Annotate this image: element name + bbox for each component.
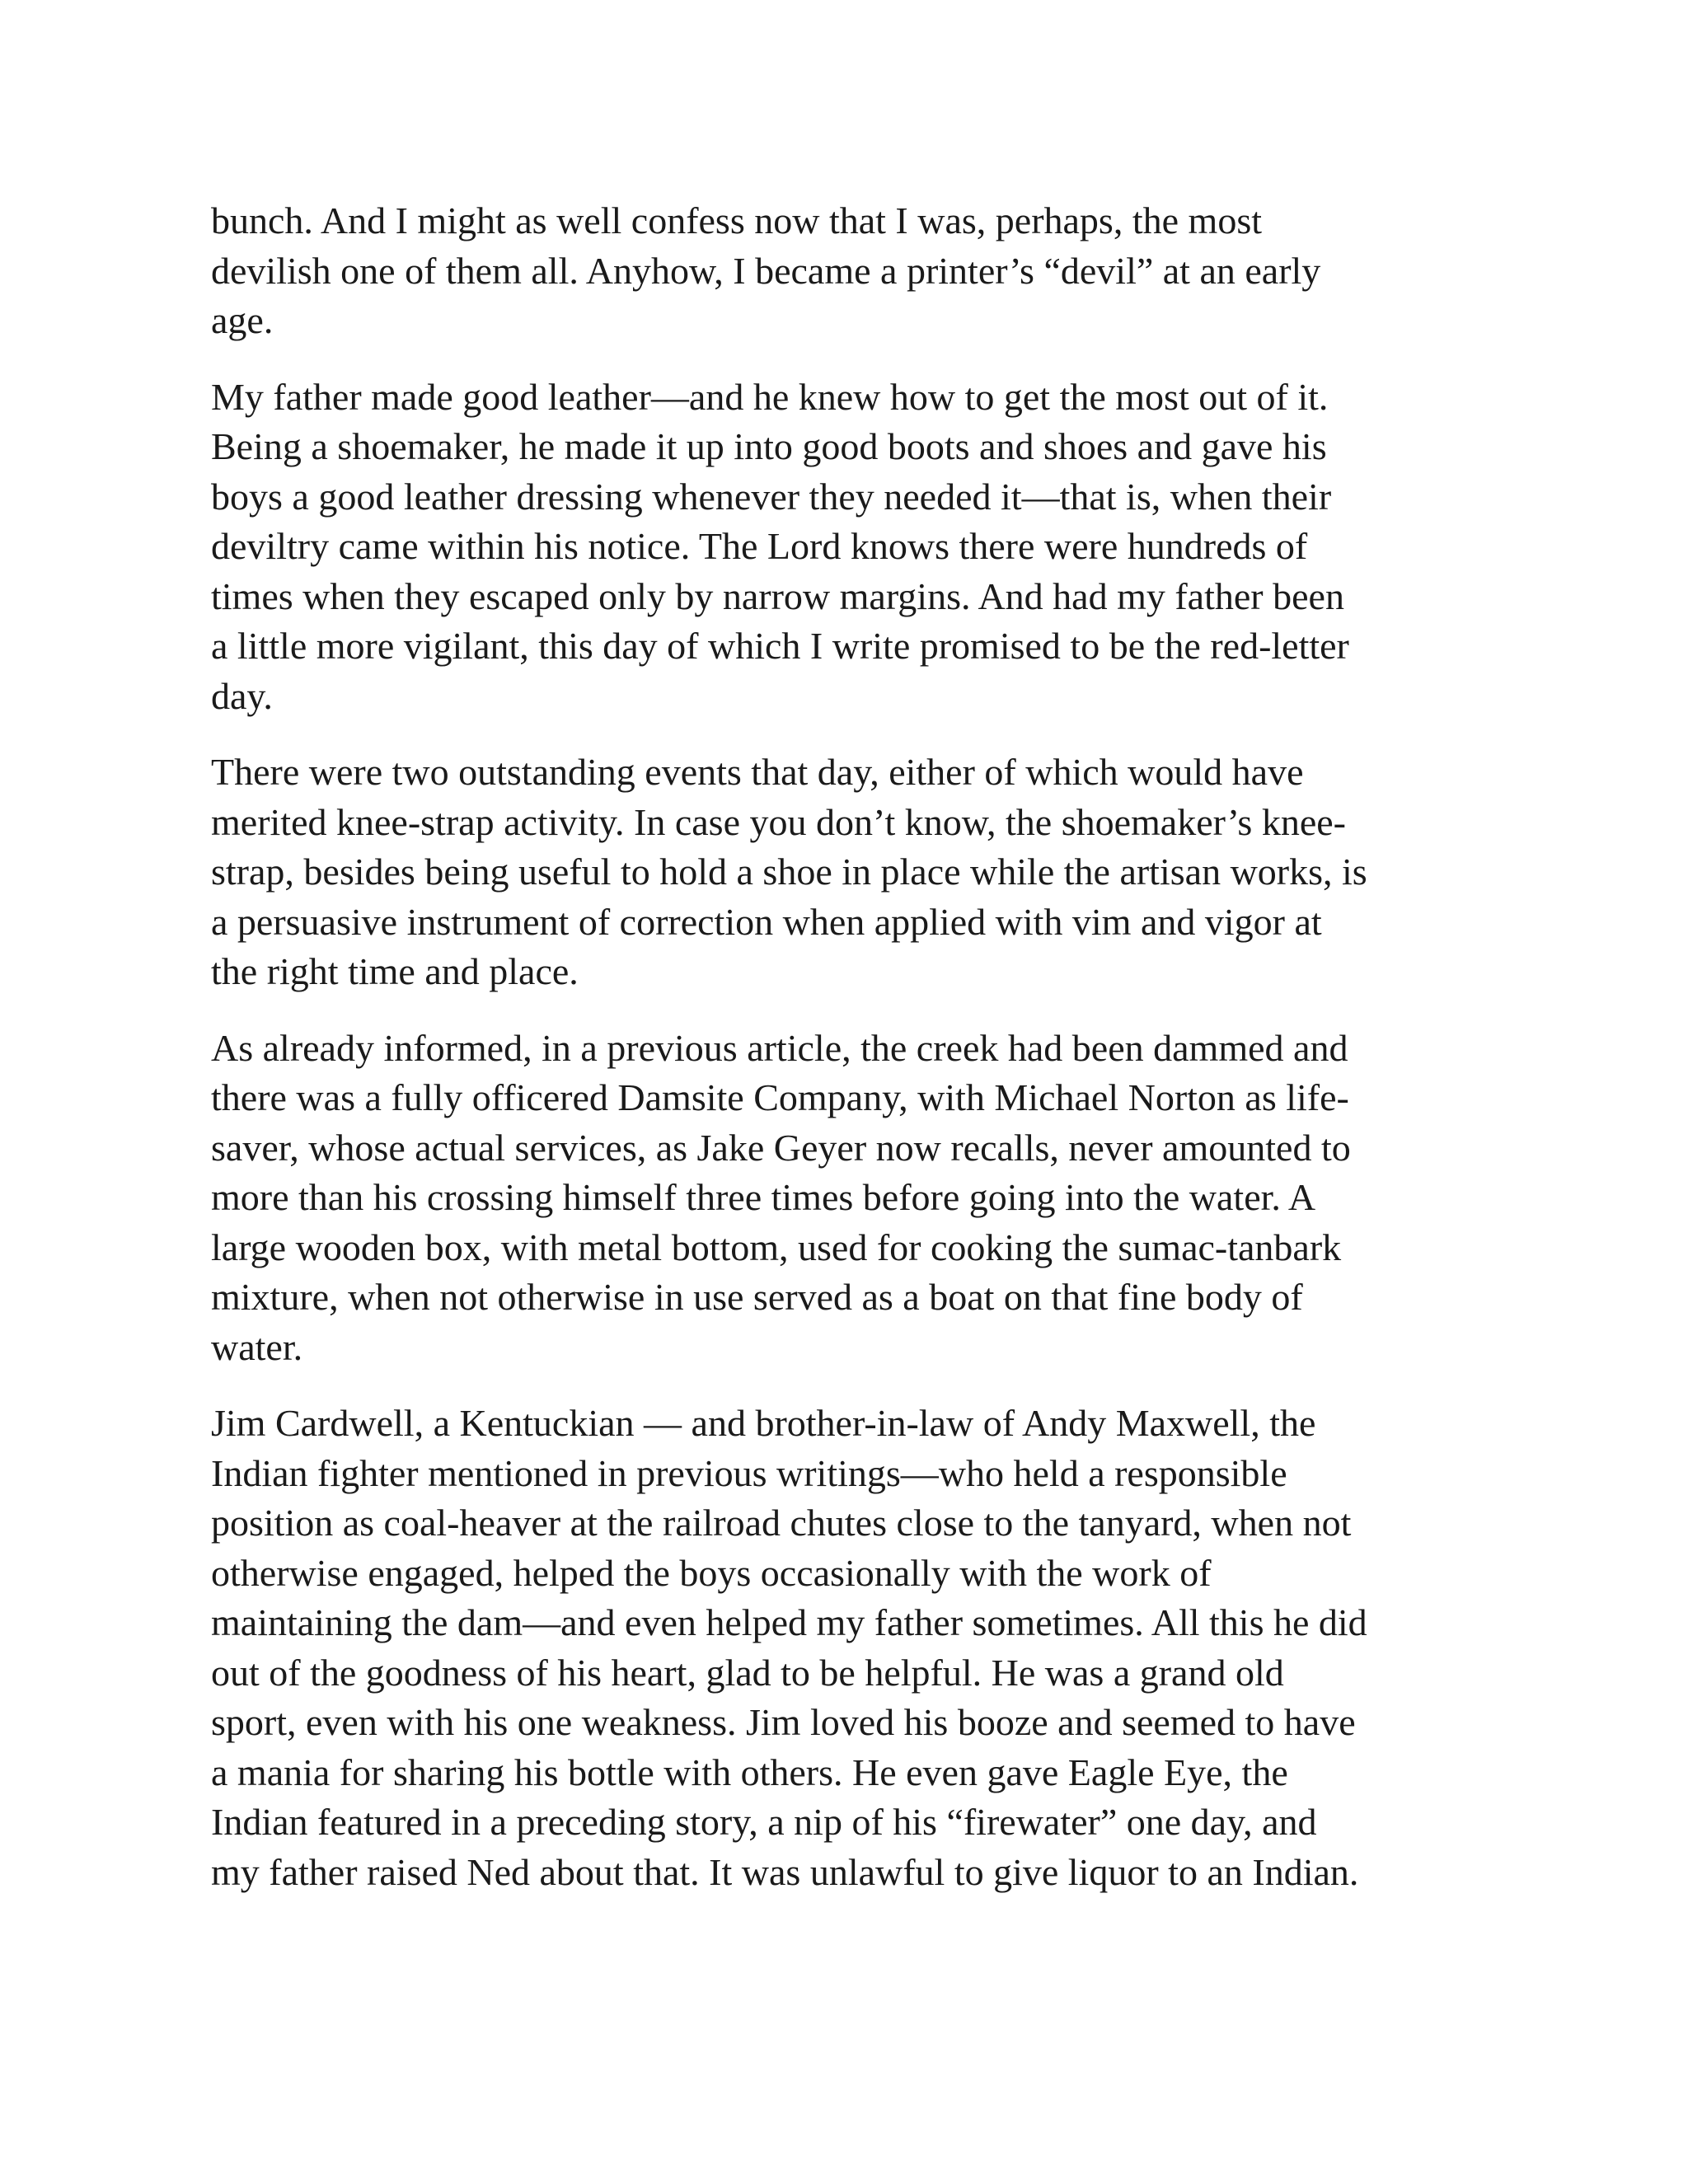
paragraph: Jim Cardwell, a Kentuckian — and brother-in-law of Andy Maxwell, the Indian fighter mentioned in previous writings—who held a responsible position as coal-heaver at the railroad chutes close to the tanyard, when not otherwise engaged, helped the boys occasionally with the work of maintaining the dam—and even helped my father sometimes. All this he did out of the goodness of his heart, glad to be helpful. He was a grand old sport, even with his one weakness. Jim loved his booze and seemed to have a mania for sharing his bottle with others. He even gave Eagle Eye, the Indian featured in a preceding story, a nip of his “firewater” one day, and my father raised Ned about that. It was unlawful to give liquor to an Indian. (211, 1402, 1367, 1893)
paragraph: As already informed, in a previous article, the creek had been dammed and there was a fully officered Damsite Company, with Michael Norton as life- saver, whose actual services, as Jake Geyer now recalls, never amounted to more than his crossing himself three times before going into the water. A large wooden box, with metal bottom, used for cooking the sumac-tanbark mixture, when not otherwise in use served as a boat on that fine body of water. (211, 1026, 1351, 1368)
paragraph: There were two outstanding events that day, either of which would have merited knee-strap activity. In case you don’t know, the shoemaker’s knee- strap, besides being useful to hold a shoe in place while the artisan works, is a persuasive instrument of correction when applied with vim and vigor at the right time and place. (211, 751, 1367, 992)
body-text (211, 196, 1480, 1924)
paragraph: bunch. And I might as well confess now that I was, perhaps, the most devilish one of them all. Anyhow, I became a printer’s “devil” at an early age. (211, 199, 1321, 341)
paragraph: My father made good leather—and he knew how to get the most out of it. Being a shoemaker, he made it up into good boots and shoes and gave his boys a good leather dressing whenever they needed it—that is, when their deviltry came within his notice. The Lord knows there were hundreds of times when they escaped only by narrow margins. And had my father been a little more vigilant, this day of which I write promised to be the red-letter day. (211, 375, 1349, 717)
